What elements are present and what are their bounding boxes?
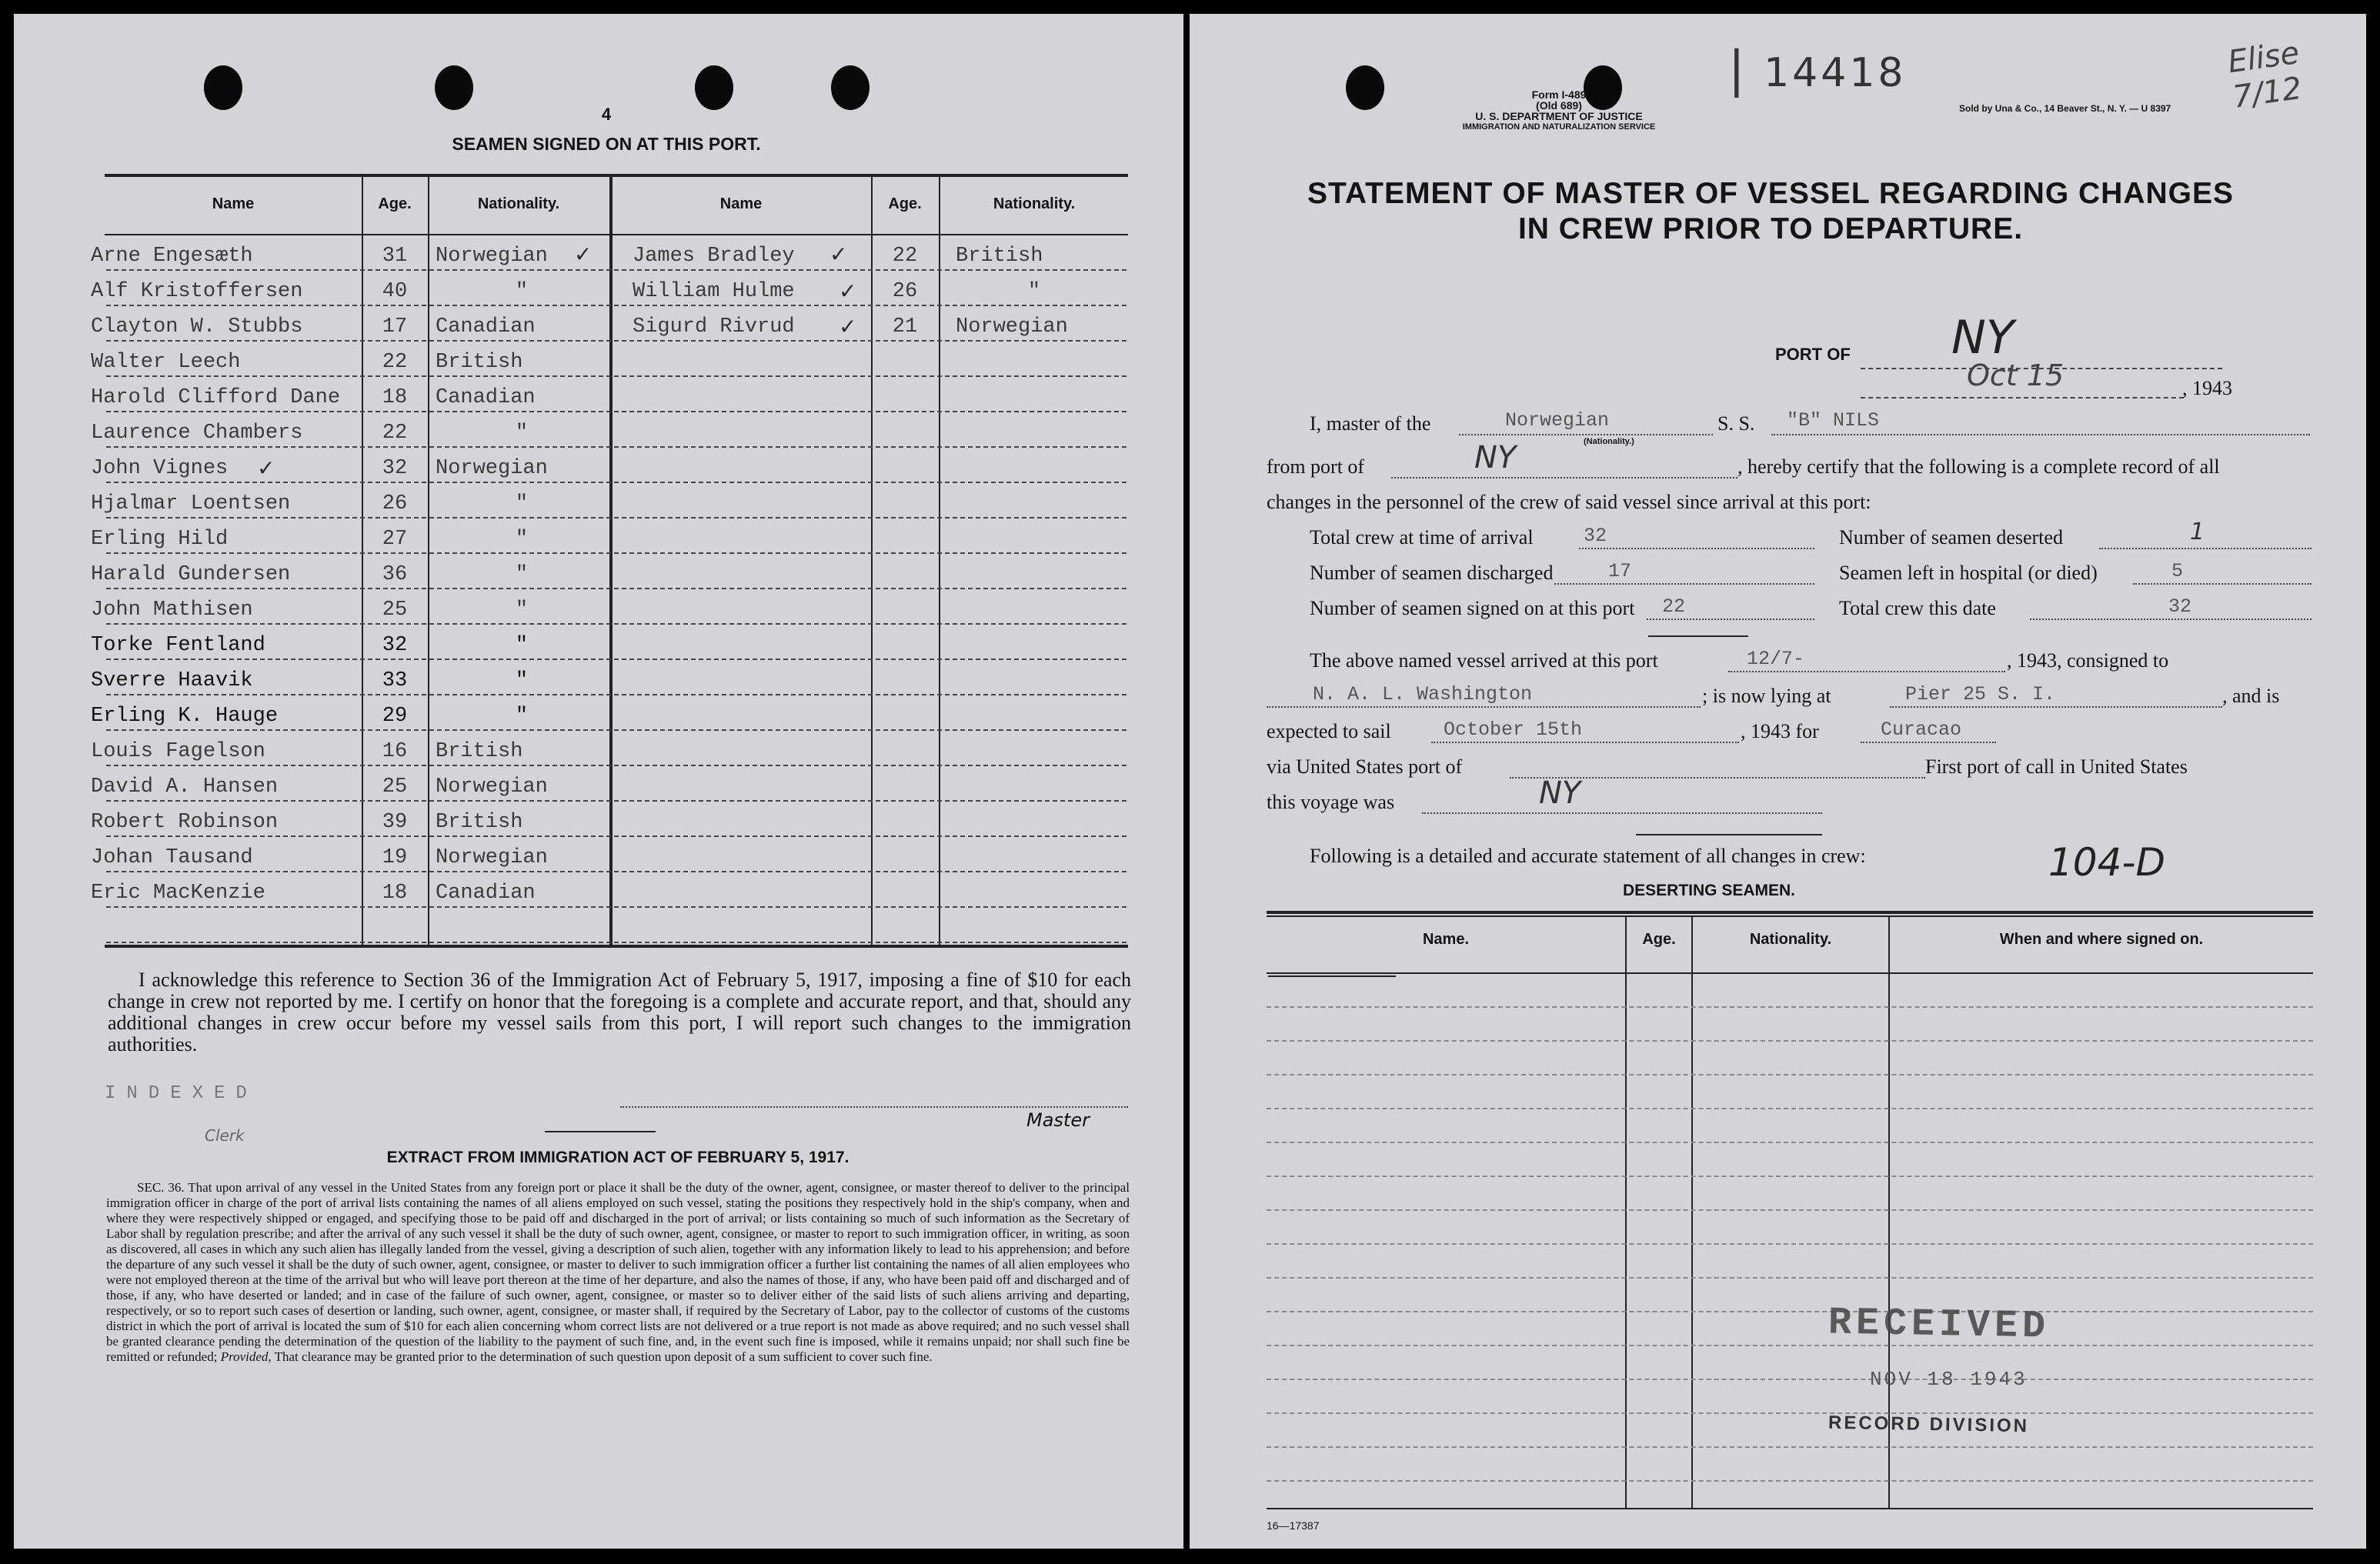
- row-rule: [106, 446, 1127, 448]
- crew-name: Walter Leech: [91, 351, 241, 374]
- crew-name: Louis Fagelson: [91, 740, 265, 763]
- row-rule: [1267, 1006, 2313, 1008]
- col-header-signed-on: When and where signed on.: [1999, 931, 2204, 948]
- voyage-label: this voyage was: [1267, 791, 1395, 813]
- form-header: [1405, 89, 1713, 132]
- crew-age: 32: [382, 457, 408, 480]
- crew-nationality: British: [436, 740, 523, 763]
- row-rule: [106, 411, 1127, 412]
- crew-nationality: ": [515, 528, 529, 551]
- discharged-label: Number of seamen discharged: [1310, 562, 1554, 584]
- row-rule: [1267, 1379, 2313, 1380]
- deserted-line: [2099, 548, 2312, 549]
- stamp-division: RECORD DIVISION: [1828, 1412, 2030, 1437]
- voyage-value: NY: [1539, 775, 1581, 811]
- row-rule: [106, 588, 1127, 589]
- from-port-label: from port of: [1267, 455, 1365, 478]
- crew-age: 29: [382, 705, 408, 728]
- table-rule: [105, 174, 1128, 177]
- signed-on-label: Number of seamen signed on at this port: [1310, 597, 1635, 619]
- crew-nationality: Norwegian: [436, 457, 548, 480]
- row-rule: [106, 305, 1127, 306]
- table-rule: [105, 945, 1128, 948]
- crew-nationality: Norwegian: [436, 245, 548, 268]
- punch-hole: [204, 65, 242, 110]
- master-of-label: I, master of the: [1310, 412, 1431, 435]
- signed-on-line: [1647, 619, 1814, 620]
- crew-nationality: British: [436, 351, 523, 374]
- row-rule: [1267, 1176, 2313, 1177]
- following-text: Following is a detailed and accurate statement of all changes in crew:: [1310, 845, 1866, 867]
- crew-age: 33: [382, 669, 408, 692]
- crew-name: Eric MacKenzie: [91, 882, 265, 905]
- crew-age: 21: [892, 315, 918, 338]
- changes-text: changes in the personnel of the crew of said vessel since arrival at this port:: [1267, 491, 1871, 513]
- discharged-value: 17: [1608, 560, 1632, 582]
- crew-age: 31: [382, 245, 408, 268]
- and-is-text: , and is: [2222, 685, 2280, 707]
- row-rule: [106, 835, 1127, 837]
- hospital-label: Seamen left in hospital (or died): [1839, 562, 2098, 584]
- separator: [545, 1131, 656, 1132]
- row-rule: [1267, 1446, 2313, 1448]
- lying-line: [1890, 706, 2222, 708]
- row-rule: [1267, 1412, 2313, 1414]
- total-date-label: Total crew this date: [1839, 597, 1996, 619]
- crew-name: Torke Fentland: [91, 634, 265, 657]
- col-header-age: Age.: [1642, 931, 1676, 948]
- table-rule: [1625, 915, 1627, 1508]
- crew-name: Clayton W. Stubbs: [91, 315, 303, 338]
- crew-nationality: ": [515, 492, 529, 515]
- row-rule: [1267, 1074, 2313, 1075]
- crew-nationality: British: [956, 245, 1043, 268]
- crew-nationality: ": [515, 669, 529, 692]
- footer-code: 16—17387: [1267, 1519, 1320, 1532]
- separator: [1648, 635, 1748, 637]
- crew-name: James Bradley: [633, 245, 795, 268]
- crew-name: Alf Kristoffersen: [91, 280, 303, 303]
- file-number-value: 14418: [1764, 50, 1907, 96]
- crew-name: Sverre Haavik: [91, 669, 253, 692]
- crew-nationality: Canadian: [436, 882, 536, 905]
- crew-age: 16: [382, 740, 408, 763]
- sail-value: October 15th: [1444, 719, 1583, 741]
- form-title-line1: STATEMENT OF MASTER OF VESSEL REGARDING CHANGES: [1307, 177, 2235, 210]
- row-rule: [106, 482, 1127, 483]
- col-header-name: Name: [212, 195, 255, 212]
- check-mark-icon: ✓: [839, 314, 857, 339]
- crew-name: Erling K. Hauge: [91, 705, 279, 728]
- crew-age: 36: [382, 563, 408, 586]
- section-title: SEAMEN SIGNED ON AT THIS PORT.: [452, 134, 761, 154]
- crew-name: Johan Tausand: [91, 846, 253, 869]
- crew-nationality: Norwegian: [436, 775, 548, 799]
- col-header-age: Age.: [888, 195, 922, 212]
- date-line: [1861, 397, 2184, 399]
- crew-age: 19: [382, 846, 408, 869]
- lying-value: Pier 25 S. I.: [1905, 683, 2056, 705]
- consigned-line: [1267, 706, 1701, 708]
- crew-age: 25: [382, 775, 408, 799]
- check-mark-icon: ✓: [257, 455, 275, 481]
- row-rule: [1267, 1209, 2313, 1211]
- crew-age: 40: [382, 280, 408, 303]
- signed-on-value: 22: [1662, 595, 1686, 618]
- right-page: [1190, 14, 2366, 1549]
- left-page: [14, 14, 1183, 1549]
- discharged-line: [1554, 583, 1814, 585]
- date-value: Oct 15: [1967, 358, 2065, 392]
- voyage-line: [1422, 812, 1822, 814]
- row-rule: [106, 765, 1127, 766]
- crew-nationality: ": [1027, 280, 1041, 303]
- service-name: IMMIGRATION AND NATURALIZATION SERVICE: [1462, 122, 1656, 132]
- received-stamp: RECEIVED: [1828, 1301, 2051, 1349]
- row-rule: [1267, 1108, 2313, 1109]
- arrived-text: The above named vessel arrived at this port: [1310, 649, 1658, 672]
- crew-nationality: ": [515, 280, 529, 303]
- crew-name: David A. Hansen: [91, 775, 279, 799]
- certify-text: , hereby certify that the following is a complete record of all: [1737, 455, 2220, 478]
- department-name: U. S. DEPARTMENT OF JUSTICE: [1475, 110, 1643, 122]
- nationality-value: Norwegian: [1505, 409, 1610, 432]
- ss-value: "B" NILS: [1787, 409, 1880, 432]
- stamp-date: NOV 18 1943: [1870, 1368, 2028, 1391]
- crew-age: 39: [382, 811, 408, 834]
- deserted-value: 1: [2190, 519, 2205, 545]
- extract-provided: Provided,: [220, 1349, 272, 1364]
- sail-destination: Curacao: [1881, 719, 1962, 741]
- row-rule: [1267, 1311, 2313, 1312]
- total-date-line: [2030, 619, 2312, 620]
- form-number: Form I-489: [1531, 88, 1587, 101]
- crew-nationality: Canadian: [436, 386, 536, 409]
- extract-section: SEC. 36.: [137, 1180, 185, 1195]
- row-rule: [1267, 1142, 2313, 1143]
- extract-title: EXTRACT FROM IMMIGRATION ACT OF FEBRUARY 5, 1917.: [386, 1149, 850, 1166]
- first-call-label: First port of call in United States: [1925, 755, 2188, 778]
- crew-age: 22: [892, 245, 918, 268]
- crew-nationality: ": [515, 563, 529, 586]
- col-header-nationality: Nationality.: [1749, 931, 1832, 948]
- extract-tail: That clearance may be granted prior to the determination of such question upon deposit of a sum sufficient to cover such fine.: [274, 1349, 933, 1364]
- ss-line: [1771, 434, 2310, 435]
- col-header-name: Name.: [1422, 931, 1470, 948]
- row-rule: [106, 800, 1127, 802]
- crew-name: Robert Robinson: [91, 811, 279, 834]
- crew-name: Laurence Chambers: [91, 422, 303, 445]
- year-printed: , 1943: [2182, 377, 2232, 399]
- publisher-line: Sold by Una & Co., 14 Beaver St., N. Y. — U 8397: [1959, 103, 2171, 114]
- row-rule: [1267, 1277, 2313, 1279]
- extract-text: [106, 1180, 1130, 1365]
- total-arrival-label: Total crew at time of arrival: [1310, 526, 1534, 549]
- row-rule: [1267, 1480, 2313, 1482]
- crew-nationality: Norwegian: [956, 315, 1068, 338]
- row-rule: [106, 340, 1127, 342]
- table-rule: [1267, 972, 2313, 974]
- check-mark-icon: ✓: [839, 278, 857, 304]
- table-rule: [1691, 915, 1693, 1508]
- row-rule: [1267, 1345, 2313, 1346]
- col-header-nationality: Nationality.: [477, 195, 560, 212]
- hospital-line: [2133, 583, 2312, 585]
- crew-name: John Mathisen: [91, 599, 253, 622]
- crew-nationality: ": [515, 705, 529, 728]
- nationality-line: [1459, 434, 1713, 435]
- crew-age: 18: [382, 386, 408, 409]
- crew-name: Hjalmar Loentsen: [91, 492, 291, 515]
- crew-age: 17: [382, 315, 408, 338]
- table-rule: [609, 175, 613, 945]
- page-number: 4: [601, 105, 612, 124]
- row-rule: [106, 375, 1127, 377]
- deserting-title: DESERTING SEAMEN.: [1622, 882, 1796, 899]
- col-header-name: Name: [719, 195, 763, 212]
- crew-name: Erling Hild: [91, 528, 229, 551]
- crew-name: William Hulme: [633, 280, 795, 303]
- crew-name: Harold Clifford Dane: [91, 386, 341, 409]
- hospital-value: 5: [2171, 560, 2184, 582]
- crew-nationality: ": [515, 422, 529, 445]
- port-label: PORT OF: [1775, 345, 1851, 364]
- crew-age: 26: [382, 492, 408, 515]
- from-port-value: NY: [1474, 440, 1517, 475]
- indexed-stamp: INDEXED: [105, 1083, 258, 1104]
- total-arrival-value: 32: [1584, 525, 1607, 547]
- crew-nationality: Norwegian: [436, 846, 548, 869]
- from-port-line: [1391, 477, 1737, 479]
- nationality-caption: (Nationality.): [1584, 437, 1634, 446]
- punch-hole: [831, 65, 870, 110]
- row-rule: [106, 269, 1127, 271]
- table-rule: [1268, 975, 1396, 977]
- row-rule: [106, 659, 1127, 660]
- master-label: Master: [1026, 1109, 1090, 1131]
- deserted-label: Number of seamen deserted: [1839, 526, 2063, 549]
- clerk-label: Clerk: [205, 1126, 245, 1145]
- handwritten-file-number: | 14418: [1728, 42, 1907, 98]
- crew-age: 25: [382, 599, 408, 622]
- check-mark-icon: ✓: [829, 242, 848, 267]
- via-label: via United States port of: [1267, 755, 1463, 778]
- row-rule: [106, 694, 1127, 695]
- acknowledgement-text: I acknowledge this reference to Section 36 of the Immigration Act of February 5, 1917, imposing a fine of $10 for each change in crew not reported by me. I certify on honor that the foregoing is a complete and accurate report, and that, should any additional changes in crew occur before my vessel sails from this port, I will report such changes to the immigration authorities.: [108, 969, 1131, 1055]
- arrived-line: [1728, 671, 2005, 672]
- col-header-age: Age.: [378, 195, 412, 212]
- row-rule: [106, 871, 1127, 872]
- punch-hole: [1346, 65, 1384, 110]
- crew-nationality: Canadian: [436, 315, 536, 338]
- sail-line: [1431, 742, 1739, 743]
- row-rule: [1267, 1243, 2313, 1245]
- crew-nationality: ": [515, 634, 529, 657]
- sail-label: expected to sail: [1267, 720, 1391, 742]
- row-rule: [106, 623, 1127, 625]
- consigned-value: N. A. L. Washington: [1313, 683, 1533, 705]
- row-rule: [106, 552, 1127, 554]
- form-old-number: (Old 689): [1536, 99, 1582, 112]
- ss-label: S. S.: [1717, 412, 1755, 435]
- crew-age: 26: [892, 280, 918, 303]
- table-rule: [1267, 915, 2313, 917]
- sail-dest-line: [1861, 742, 1996, 743]
- crew-name: Harald Gundersen: [91, 563, 291, 586]
- row-rule: [106, 517, 1127, 519]
- check-mark-icon: ✓: [574, 242, 592, 267]
- row-rule: [106, 942, 1127, 943]
- crew-age: 18: [382, 882, 408, 905]
- crew-name: Sigurd Rivrud: [633, 315, 795, 338]
- punch-hole: [695, 65, 733, 110]
- row-rule: [106, 906, 1127, 908]
- crew-age: 22: [382, 422, 408, 445]
- total-date-value: 32: [2168, 595, 2192, 618]
- crew-age: 32: [382, 634, 408, 657]
- punch-hole: [435, 65, 473, 110]
- crew-nationality: British: [436, 811, 523, 834]
- table-rule: [428, 175, 429, 945]
- total-arrival-line: [1579, 548, 1814, 549]
- crew-age: 27: [382, 528, 408, 551]
- table-rule: [105, 234, 1128, 235]
- table-rule: [1267, 911, 2313, 914]
- arrived-value: 12/7-: [1747, 648, 1805, 670]
- port-value: NY: [1951, 311, 2014, 365]
- crew-name: Arne Engesæth: [91, 245, 253, 268]
- corner-note: Elise 7/12: [2225, 35, 2305, 115]
- crew-age: 22: [382, 351, 408, 374]
- col-header-nationality: Nationality.: [993, 195, 1076, 212]
- table-rule: [1267, 1508, 2313, 1509]
- crew-nationality: ": [515, 599, 529, 622]
- separator: [1636, 834, 1822, 835]
- master-signature-line: [620, 1106, 1128, 1108]
- form-title-line2: IN CREW PRIOR TO DEPARTURE.: [1517, 212, 2024, 245]
- extract-body: That upon arrival of any vessel in the United States from any foreign port or place it shall be the duty of the owner, agent, consignee, or master thereof to deliver to the principal immigration officer in charge of the port of arrival lists containing the names of all aliens employed on such vessel, stating the positions they respectively hold in the ship's company, when and where they were respectively shipped or engaged, and specifying those to be paid off and discharged in the port of arrival; or lists containing so much of such information as the Secretary of Labor shall by regulation prescribe; and after the arrival of any such vessel it shall be the duty of such owner, agent, consignee, or master to report to such immigration officer, in writing, as soon as discovered, all cases in which any such alien has illegally landed from the vessel, giving a description of such alien, together with any information likely to lead to his apprehension; and before the departure of any such vessel it shall be the duty of such owner, agent, consignee, or master to deliver to such immigration officer a further list containing the names of all alien employees who were not employed thereon at the time of the arrival but who will leave port thereon at the time of her departure, and also the names of those, if any, who have been paid off and discharged and of those, if any, who have deserted or landed; and in case of the failure of such owner, agent, consignee, or master so to deliver either of the said lists of such aliens arriving and departing, respectively, or so to report such cases of desertion or landing, such owner, agent, consignee, or master shall, if required by the Secretary of Labor, pay to the collector of customs of the customs district in which the port of arrival is located the sum of $10 for each alien concerning whom correct lists are not delivered or a true report is not made as above required; and no such vessel shall be granted clearance pending the determination of the question of the liability to the payment of such fine, and, in the event such fine is imposed, while it remains unpaid; nor shall such fine be remitted or refunded;: [106, 1180, 1130, 1364]
- lying-label: ; is now lying at: [1702, 685, 1831, 707]
- handwritten-code: 104-D: [2048, 840, 2165, 885]
- sail-year: , 1943 for: [1741, 720, 1819, 742]
- crew-name: John Vignes: [91, 457, 229, 480]
- arrived-year: , 1943, consigned to: [2007, 649, 2169, 672]
- row-rule: [106, 729, 1127, 731]
- row-rule: [1267, 1040, 2313, 1042]
